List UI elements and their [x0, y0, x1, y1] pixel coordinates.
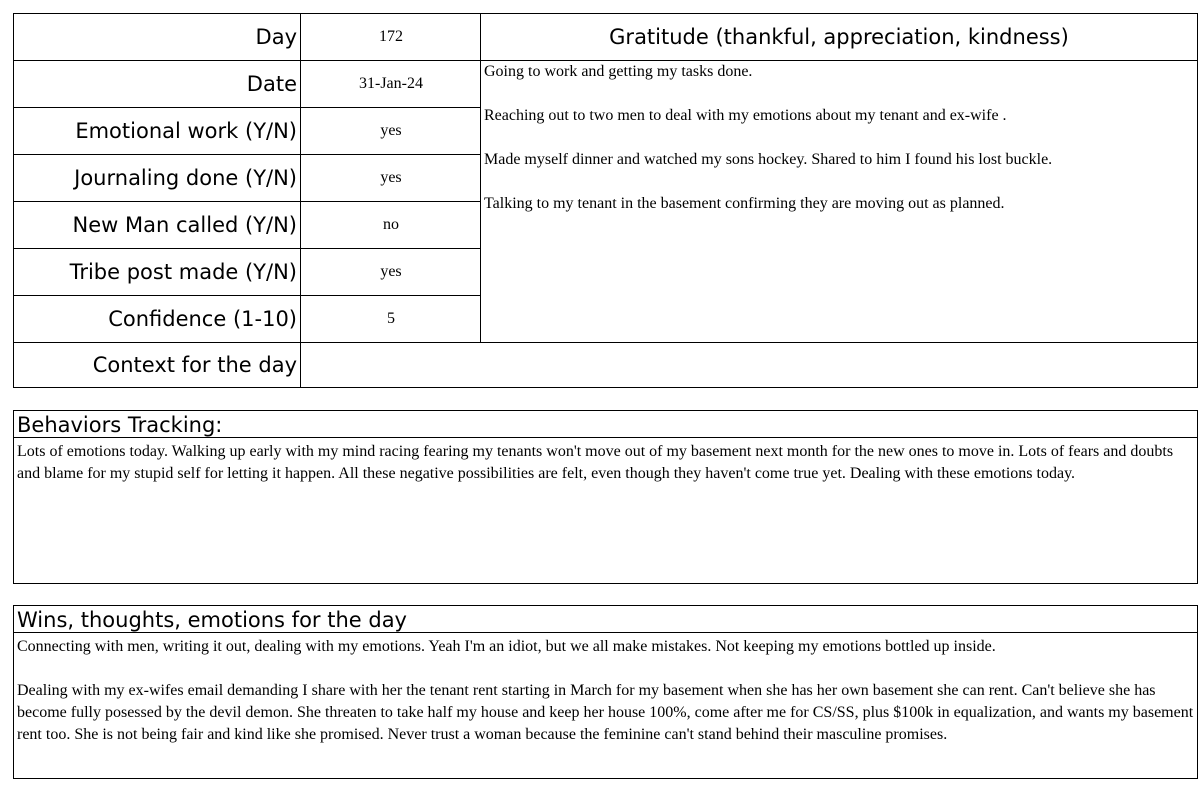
new-man-called-label: New Man called (Y/N): [14, 202, 301, 249]
confidence-label: Confidence (1-10): [108, 307, 297, 331]
day-value[interactable]: 172: [300, 14, 481, 61]
gratitude-item: Reaching out to two men to deal with my emotions about my tenant and ex-wife .: [484, 107, 1007, 124]
date-value[interactable]: 31-Jan-24: [300, 61, 481, 108]
context-label: Context for the day: [14, 342, 301, 387]
journaling-value[interactable]: yes: [300, 155, 481, 202]
confidence-value[interactable]: 5: [300, 296, 481, 342]
emotional-work-label: Emotional work (Y/N): [14, 108, 301, 155]
journaling-label: Journaling done (Y/N): [14, 155, 301, 202]
wins-paragraph: Dealing with my ex-wifes email demanding I share with her the tenant rent starting in March for my basement when she has her own basement she can rent. Can't believe she has become fully posessed by the devil demon. She threaten to take half my house and keep her house 100%, come after me for CS/SS, plus $100k in equalization, and wants my basement rent too. She is not being fair and kind like she promised. Never trust a woman because the feminine can't stand behind their masculine promises.: [17, 682, 1194, 743]
gratitude-item: Talking to my tenant in the basement confirming they are moving out as planned.: [484, 195, 1005, 212]
paragraph-gap: [17, 658, 1194, 680]
gratitude-cell[interactable]: [480, 60, 1197, 342]
daily-tracker-table: [13, 13, 1198, 388]
new-man-called-value[interactable]: no: [300, 202, 481, 249]
gratitude-item: Going to work and getting my tasks done.: [484, 63, 753, 80]
wins-title: Wins, thoughts, emotions for the day: [14, 606, 1197, 633]
emotional-work-value[interactable]: yes: [300, 108, 481, 155]
wins-section: [13, 605, 1198, 779]
gratitude-title: Gratitude (thankful, appreciation, kindness): [480, 14, 1197, 61]
behaviors-text[interactable]: Lots of emotions today. Walking up early with my mind racing fearing my tenants won't move out of my basement next month for the new ones to move in. Lots of fears and doubts and blame for my stupid self for letting it happen. All these negative possibilities are felt, even though they haven't come true yet. Dealing with these emotions today.: [17, 443, 1174, 482]
day-label: Day: [14, 14, 301, 61]
date-label: Date: [14, 61, 301, 108]
tribe-post-label: Tribe post made (Y/N): [14, 249, 301, 296]
wins-text[interactable]: [14, 633, 1197, 746]
wins-paragraph: Connecting with men, writing it out, dealing with my emotions. Yeah I'm an idiot, but we all make mistakes. Not keeping my emotions bottled up inside.: [17, 638, 996, 655]
gratitude-item: Made myself dinner and watched my sons hockey. Shared to him I found his lost buckle.: [484, 151, 1053, 168]
context-value[interactable]: [300, 342, 1197, 387]
behaviors-title: Behaviors Tracking:: [14, 411, 1197, 438]
behaviors-section: [13, 410, 1198, 584]
tribe-post-value[interactable]: yes: [300, 249, 481, 296]
